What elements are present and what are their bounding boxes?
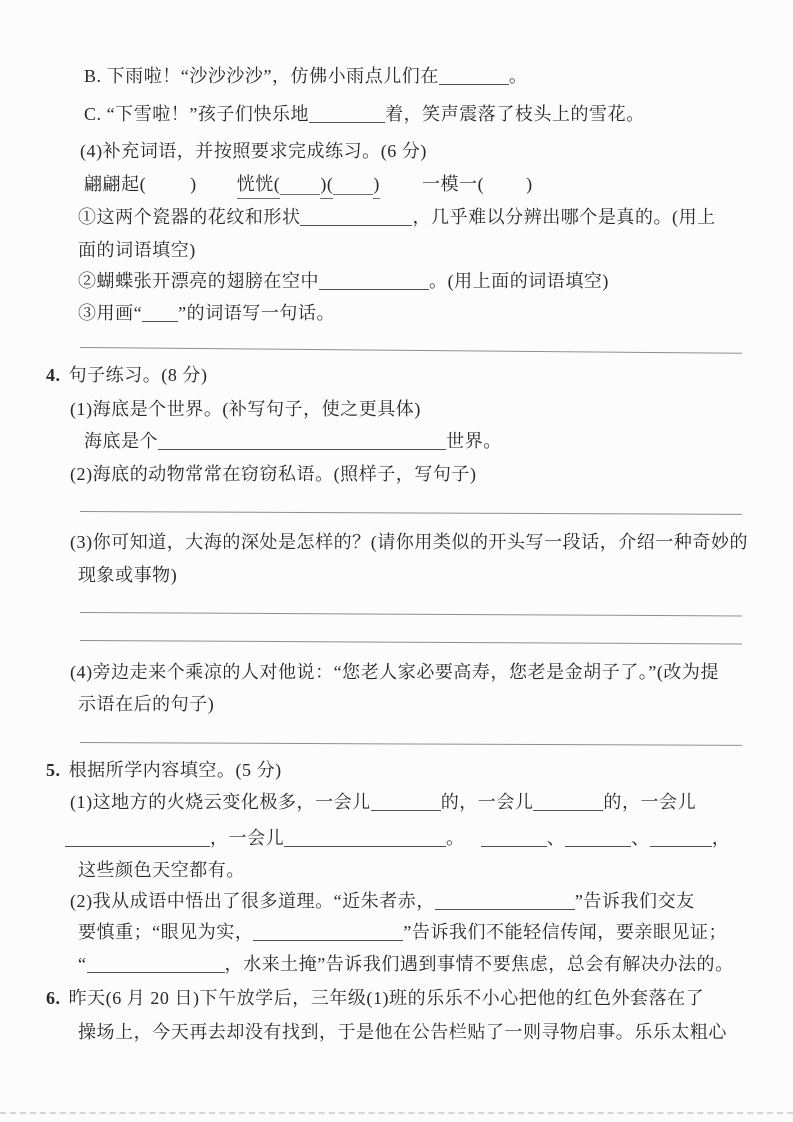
fill-in-blank-line bbox=[435, 907, 575, 910]
sub-question-4-heading bbox=[80, 138, 427, 164]
text-segment: ，水来土掩”告诉我们遇到事情不要焦虑，总会有解决办法的。 bbox=[224, 954, 734, 974]
text-segment: ①这两个瓷器的花纹和形状 bbox=[78, 207, 301, 227]
text-segment: 根据所学内容填空。(5 分) bbox=[68, 760, 282, 780]
q5-sub2-line3 bbox=[78, 951, 734, 977]
sub-item-3-line bbox=[78, 300, 335, 326]
q5-sub1-line3 bbox=[78, 857, 245, 883]
question-6-line1 bbox=[46, 985, 704, 1011]
sub-item-2-line bbox=[78, 268, 609, 294]
fill-in-blank-line bbox=[650, 844, 712, 847]
text-segment: 要慎重；“眼见为实， bbox=[78, 922, 254, 942]
text-segment: ②蝴蝶张开漂亮的翅膀在空中 bbox=[78, 271, 320, 291]
text-segment: ”告诉我们不能轻信传闻，要亲眼见证； bbox=[403, 922, 728, 942]
text-segment: C. “下雪啦！”孩子们快乐地 bbox=[84, 104, 310, 124]
paren-space bbox=[333, 172, 373, 195]
answer-line bbox=[80, 511, 742, 515]
question-4-heading bbox=[46, 362, 207, 388]
text-segment: 昨天(6 月 20 日)下午放学后，三年级(1)班的乐乐不小心把他的红色外套落在了 bbox=[68, 988, 705, 1008]
text-segment: 、 bbox=[546, 828, 566, 848]
page-cut-line bbox=[0, 1112, 793, 1114]
text-segment: 恍恍( bbox=[237, 174, 281, 199]
fill-in-blank-line bbox=[371, 808, 441, 811]
text-segment: 着，笑声震落了枝头上的雪花。 bbox=[385, 104, 645, 124]
answer-line bbox=[80, 742, 742, 746]
q4-sub4-heading bbox=[70, 659, 719, 685]
text-segment: (4)旁边走来个乘凉的人对他说：“您老人家必要高寿，您老是金胡子了。”(改为提 bbox=[70, 662, 720, 682]
text-segment: (1)这地方的火烧云变化极多，一会儿 bbox=[70, 792, 371, 812]
fill-in-blank-line bbox=[481, 844, 547, 847]
text-segment: 一模一( bbox=[421, 174, 485, 194]
paren-space bbox=[280, 172, 320, 195]
text-segment: )( bbox=[320, 174, 333, 199]
text-segment: 4. bbox=[46, 365, 61, 385]
fill-in-blank-line bbox=[142, 319, 178, 322]
text-segment: ”的词语写一句话。 bbox=[178, 303, 336, 323]
text-segment: “ bbox=[78, 954, 87, 974]
text-segment: 。(用上面的词语填空) bbox=[429, 271, 609, 291]
text-segment: ”告诉我们交友 bbox=[574, 891, 695, 911]
text-segment: 面的词语填空) bbox=[78, 240, 196, 260]
q5-sub1-line2 bbox=[65, 825, 730, 851]
fill-in-blank-line bbox=[65, 844, 210, 847]
text-segment: (2)海底的动物常常在窃窃私语。(照样子，写句子) bbox=[70, 464, 477, 484]
fill-in-blank-line bbox=[87, 970, 225, 973]
fill-in-blank-line bbox=[253, 938, 403, 941]
text-segment: ，几乎难以分辨出哪个是真的。(用上 bbox=[412, 207, 716, 227]
text-segment: 。 bbox=[508, 66, 528, 86]
q5-sub1-line1 bbox=[70, 789, 696, 815]
answer-line bbox=[80, 612, 742, 616]
text-segment: 的，一会儿 bbox=[603, 792, 697, 812]
text-segment: 5. bbox=[46, 760, 61, 780]
text-segment: 海底是个 bbox=[84, 431, 159, 451]
answer-line bbox=[80, 640, 742, 644]
word-completion-row bbox=[84, 171, 533, 197]
fill-in-blank-line bbox=[439, 82, 509, 85]
fill-in-blank-line bbox=[284, 844, 446, 847]
sub-item-1-continuation bbox=[78, 237, 196, 263]
text-segment: 世界。 bbox=[446, 431, 502, 451]
fill-in-blank-line bbox=[309, 120, 385, 123]
text-segment: 现象或事物) bbox=[78, 565, 178, 585]
fill-in-blank-line bbox=[565, 844, 631, 847]
q5-sub2-line1 bbox=[70, 888, 695, 914]
text-segment: 句子练习。(8 分) bbox=[68, 365, 208, 385]
text-segment: ，一会儿 bbox=[210, 828, 285, 848]
text-segment: ) bbox=[373, 174, 380, 199]
text-segment: 示语在后的句子) bbox=[78, 694, 215, 714]
text-segment: 、 bbox=[631, 828, 650, 848]
text-segment: ③用画“ bbox=[78, 303, 143, 323]
text-segment: ) bbox=[526, 174, 533, 194]
text-segment: 操场上，今天再去却没有找到，于是他在公告栏贴了一则寻物启事。乐乐太粗心 bbox=[78, 1022, 727, 1042]
q4-sub1-heading bbox=[70, 396, 421, 422]
fill-in-blank-line bbox=[319, 287, 429, 290]
text-segment: (4)补充词语，并按照要求完成练习。(6 分) bbox=[80, 141, 427, 161]
text-segment: (1)海底是个世界。(补写句子，使之更具体) bbox=[70, 399, 421, 419]
text-segment: (3)你可知道，大海的深处是怎样的？(请你用类似的开头写一段话，介绍一种奇妙的 bbox=[70, 532, 749, 552]
fill-in-blank-line bbox=[533, 808, 603, 811]
q4-sub3-heading bbox=[70, 529, 748, 555]
question-5-heading bbox=[46, 757, 282, 783]
fill-in-blank-line bbox=[300, 223, 412, 226]
answer-line bbox=[80, 347, 742, 354]
fill-in-blank-line bbox=[158, 447, 446, 450]
text-segment: B. 下雨啦！“沙沙沙沙”，仿佛小雨点儿们在 bbox=[84, 66, 439, 86]
sub-item-1-line bbox=[78, 204, 716, 230]
item-b-line bbox=[84, 63, 527, 89]
q5-sub2-line2 bbox=[78, 919, 727, 945]
text-segment: (2)我从成语中悟出了很多道理。“近朱者赤， bbox=[70, 891, 435, 911]
q4-sub2-heading bbox=[70, 461, 476, 487]
text-segment: 翩翩起( bbox=[84, 174, 147, 194]
text-segment: 这些颜色天空都有。 bbox=[78, 860, 245, 880]
text-segment: 。 bbox=[446, 828, 465, 848]
text-segment: 6. bbox=[46, 988, 61, 1008]
text-segment: ) bbox=[190, 174, 197, 194]
item-c-line bbox=[84, 101, 645, 127]
q4-sub1-answer-row bbox=[84, 428, 502, 454]
q4-sub4-continuation bbox=[78, 691, 214, 717]
question-6-line2 bbox=[78, 1019, 727, 1045]
q4-sub3-continuation bbox=[78, 562, 177, 588]
text-segment: 的，一会儿 bbox=[440, 792, 534, 812]
text-segment: ， bbox=[711, 828, 731, 848]
